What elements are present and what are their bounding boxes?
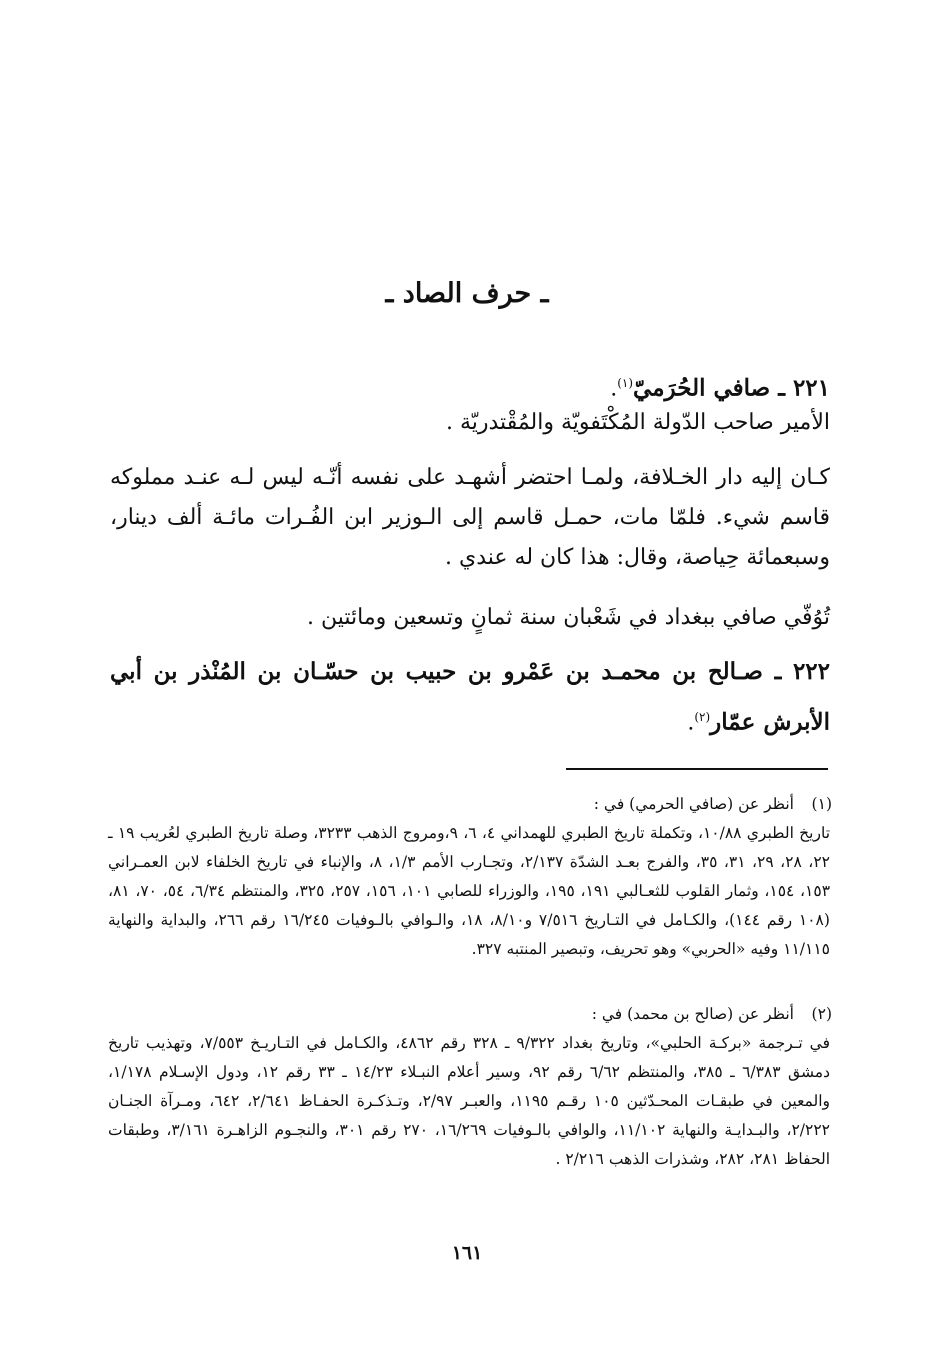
page-number: ١٦١ [451,1242,483,1264]
entry-222-heading: ٢٢٢ ـ صـالح بن محمـد بن عَمْرو بن حبيب بن حسّـان بن المُنْذر بن أبي الأبرش عمّار [110,658,830,736]
entry-221-subtitle: الأمير صاحب الدّولة المُكْتَفويّة والمُقْتدريّة . [445,410,830,435]
footnote-2-body: في تـرجمة «بركـة الحلبي»، وتاريخ بغداد ٩/٣٢٢ ـ ٣٢٨ رقم ٤٨٦٢، والكـامل في التـاريـخ ٧/٥٥٣، وتهذيب تاريخ دمشق ٦/٣٨٣ ـ ٣٨٥، والمنتظم ٦/٦٢ رقم ٩٢، وسير أعلام النبـلاء ١٤/٢٣ ـ ٣٣ رقم ١٢، ودول الإسـلام ١/١٧٨، والمعين في طبقـات المحـدّثين ١٠٥ رقـم ١١٩٥، والعبـر ٢/٩٧، وتـذكـرة الحفـاظ ٢/٦٤١، ٦٤٢، ومـرآة الجنـان ٢/٢٢٢، والبـدايـة والنهاية ١١/١٠٢، والوافي بالـوفيات ١٦/٢٦٩، ٢٧٠ رقم ٣٠١، والنجـوم الزاهـرة ٣/١٦١، وطبقات الحفاظ ٢٨١، ٢٨٢، وشذرات الذهب ٢/٢١٦ . [108,1034,831,1168]
entry-221-paragraph-1: كـان إليه دار الخـلافة، ولمـا احتضر أشهـد على نفسه أنّـه ليس لـه عنـد مملوكه قاسم شيء. فلمّا مات، حمـل قاسم إلى الـوزير ابن الفُـرات مائـة ألف دينار، وسبعمائة حِياصة، وقال: هذا كان له عندي . [110,465,830,570]
footnote-1-body: تاريخ الطبري ١٠/٨٨، وتكملة تاريخ الطبري للهمداني ٤، ٦، ٩،ومروج الذهب ٣٢٣٣، وصلة تاريخ الطبري لعُريب ١٩ ـ ٢٢، ٢٨، ٢٩، ٣١، ٣٥، والفرج بعـد الشدّة ٢/١٣٧، وتجـارب الأمم ١/٣، ٨، والإنباء في تاريخ الخلفاء لابن العمـراني ١٥٣، ١٥٤، وثمار القلوب للثعـالبي ١٩١، ١٩٥، والوزراء للصابي ١٠١، ١٥٦، ٢٥٧، ٣٢٥، والمنتظم ٦/٣٤، ٥٤، ٧٠، ٨١، (١٠٨ رقم ١٤٤)، والكـامل في التـاريخ ٧/٥١٦ و٨/١٠، ١٨، والـوافي بالـوفيات ١٦/٢٤٥ رقم ٢٦٦، والبداية والنهاية ١١/١١٥ وفيه «الحربي» وهو تحريف، وتبصير المنتبه ٣٢٧. [108,824,831,958]
entry-222-heading-line [110,650,830,745]
footnote-ref-2: (٢) [694,710,711,724]
footnote-1-title: أنظر عن (صافي الحرمي) في : [593,795,794,813]
footnote-ref-1: (١) [617,376,634,390]
entry-221-paragraph-2: تُوُفّي صافي ببغداد في شَعْبان سنة ثمانٍ وتسعين ومائتين . [307,605,830,630]
entry-222-heading-end: . [687,710,695,736]
footnote-2-number: (٢) [811,1005,832,1023]
footnote-2 [108,1000,830,1174]
footnote-1-number: (١) [811,795,832,813]
footnote-2-title: أنظر عن (صالح بن محمد) في : [591,1005,794,1023]
section-title: ـ حرف الصاد ـ [385,278,549,309]
entry-221-heading: ٢٢١ ـ صافي الحُرَميّ [633,374,830,402]
footnote-1 [108,790,830,964]
entry-221-heading-end: . [610,376,618,402]
footnote-separator [566,768,828,770]
